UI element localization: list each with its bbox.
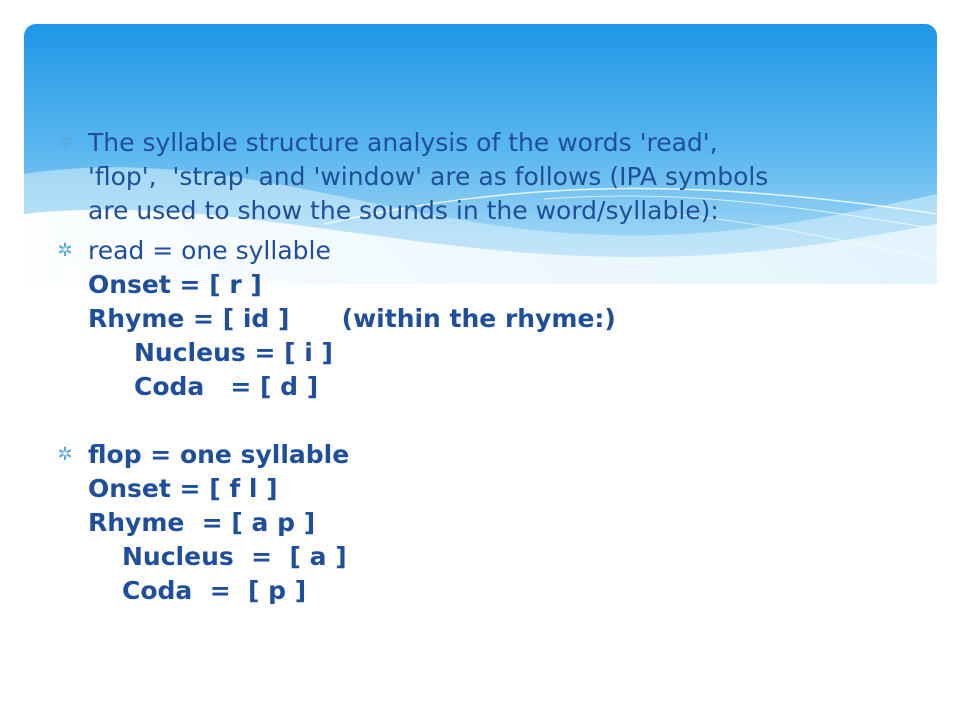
flop-rhyme: Rhyme = [ a p ] (88, 508, 316, 537)
bullet-flop (56, 438, 886, 608)
read-rhyme: Rhyme = [ id ] (within the rhyme:) (88, 304, 616, 333)
read-onset: Onset = [ r ] (88, 270, 262, 299)
spacer (56, 404, 886, 438)
asterisk-bullet-icon: ✲ (57, 240, 73, 261)
read-heading: read = one syllable (88, 236, 331, 265)
bullet-read (56, 234, 886, 404)
asterisk-bullet-icon: ✲ (57, 132, 73, 153)
slide-content (56, 126, 886, 608)
flop-heading: flop = one syllable (88, 440, 350, 469)
asterisk-bullet-icon: ✲ (57, 444, 73, 465)
flop-onset: Onset = [ f l ] (88, 474, 278, 503)
flop-nucleus: Nucleus = [ a ] (122, 542, 347, 571)
bullet-intro (56, 126, 886, 228)
intro-line-1: The syllable structure analysis of the words 'read', (88, 128, 718, 157)
intro-line-2: 'flop', 'strap' and 'window' are as follows (IPA symbols (88, 162, 769, 191)
flop-coda: Coda = [ p ] (122, 576, 307, 605)
read-coda: Coda = [ d ] (134, 372, 319, 401)
read-nucleus: Nucleus = [ i ] (134, 338, 333, 367)
intro-line-3: are used to show the sounds in the word/syllable): (88, 196, 719, 225)
